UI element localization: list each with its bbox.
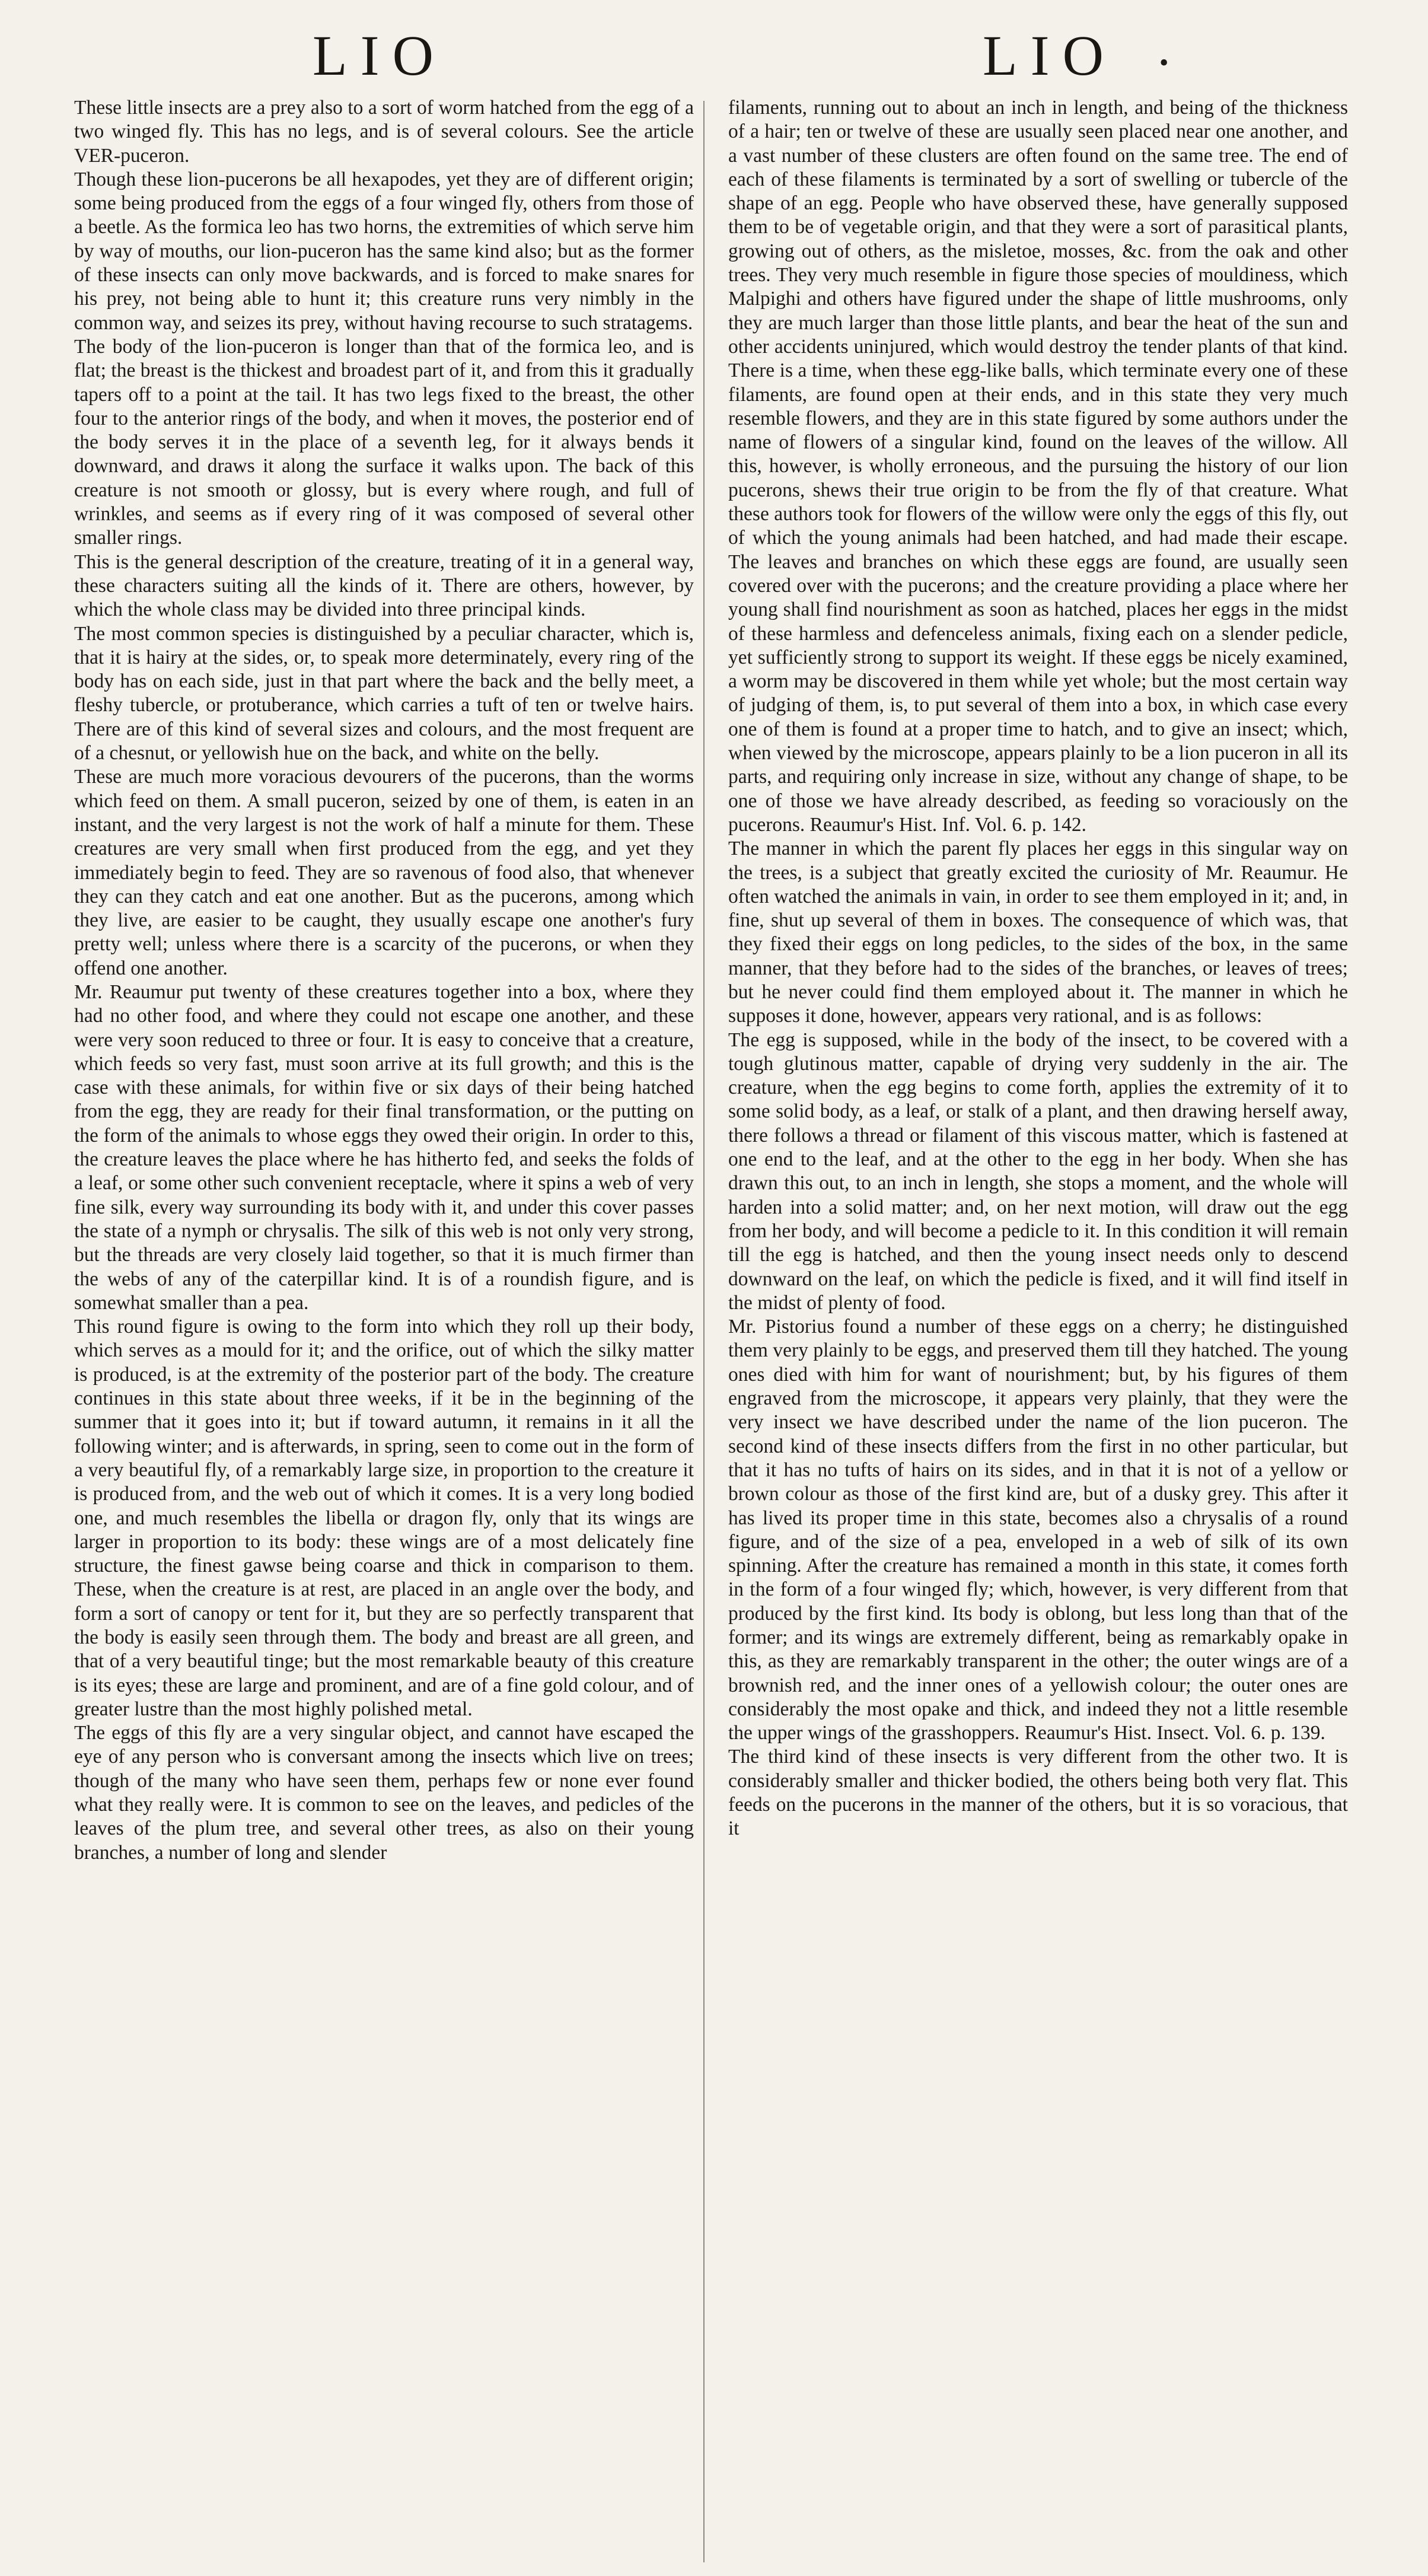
- paragraph: Mr. Reaumur put twenty of these creatures together into a box, where they had no other food, and where they could not escape one another, and these were very soon reduced to three or four. It is easy to conceive that a creature, which feeds so very fast, must soon arrive at its full growth; and this is the case with these animals, for within five or six days of their being hatched from the egg, they are ready for their final transformation, or the putting on the form of the animals to whose eggs they owed their origin. In order to this, the creature leaves the place where he has hitherto fed, and seeks the folds of a leaf, or some other such convenient receptacle, where it spins a web of very fine silk, every way surrounding its body with it, and under this cover passes the state of a nymph or chrysalis. The silk of this web is not only very strong, but the threads are very closely laid together, so that it is much firmer than the webs of any of the caterpillar kind. It is of a roundish figure, and is somewhat smaller than a pea.: [74, 980, 694, 1314]
- running-head-left: LIO: [313, 24, 447, 87]
- paragraph: These little insects are a prey also to a sort of worm hatched from the egg of a two winged fly. This has no legs, and is of several colours. See the article VER-puceron.: [74, 97, 694, 167]
- paragraph: The manner in which the parent fly places her eggs in this singular way on the trees, is a subject that greatly excited the curiosity of Mr. Reaumur. He often watched the animals in vain, in order to see them employed in it; and, in fine, shut up several of them in boxes. The consequence of which was, that they fixed their eggs on long pedicles, to the sides of the box, in the same manner, that they before had to the sides of the branches, or leaves of trees; but he never could find them employed about it. The manner in which he supposes it done, however, appears very rational, and is as follows:: [728, 838, 1348, 1027]
- paragraph: This round figure is owing to the form into which they roll up their body, which serves as a mould for it; and the orifice, out of which the silky matter is produced, is at the extremity of the posterior part of the body. The creature continues in this state about three weeks, if it be in the beginning of the summer that it goes into it; but if toward autumn, it remains in it all the following winter; and is afterwards, in spring, seen to come out in the form of a very beautiful fly, of a remarkably large size, in proportion to the creature it is produced from, and the web out of which it comes. It is a very long bodied one, and much resembles the libella or dragon fly, only that its wings are larger in proportion to its body: these wings are of a most delicately fine structure, the finest gawse being coarse and thick in comparison to them. These, when the creature is at rest, are placed in an angle over the body, and form a sort of canopy or tent for it, but they are so perfectly transparent that the body is easily seen through them. The body and breast are all green, and that of a very beautiful tinge; but the most remarkable beauty of this creature is its eyes; these are large and prominent, and are of a fine gold colour, and of greater lustre than the most highly polished metal.: [74, 1316, 694, 1720]
- paragraph: Mr. Pistorius found a number of these eggs on a cherry; he distinguished them very plainly to be eggs, and preserved them till they hatched. The young ones died with him for want of nourishment; but, by his figures of them engraved from the microscope, it appears very plainly, that they were the very insect we have described under the name of the lion puceron. The second kind of these insects differs from the first in no other particular, but that it has no tufts of hairs on its sides, and in that it is not of a yellow or brown colour as those of the first kind are, but of a dusky grey. This after it has lived its proper time in this state, becomes also a chrysalis of a round figure, and of the size of a pea, enveloped in a web of silk of its own spinning. After the creature has remained a month in this state, it comes forth in the form of a four winged fly; which, however, is very different from that produced by the first kind. Its body is oblong, but less long than that of the former; and its wings are extremely different, being as remarkably opake in this, as they are remarkably transparent in the other; the outer wings are of a brownish red, and the inner ones of a yellowish colour; the outer ones are considerably the most opake and thick, and indeed they not a little resemble the upper wings of the grasshoppers. Reaumur's Hist. Insect. Vol. 6. p. 139.: [728, 1316, 1348, 1744]
- paragraph: The third kind of these insects is very different from the other two. It is considerably smaller and thicker bodied, the others being both very flat. This feeds on the pucerons in the manner of the others, but it is so voracious, that it: [728, 1746, 1348, 1840]
- running-head-right: LIO: [983, 24, 1117, 87]
- paragraph: Though these lion-pucerons be all hexapodes, yet they are of different origin; some being produced from the eggs of a four winged fly, others from those of a beetle. As the formica leo has two horns, the extremities of which serve him by way of mouths, our lion-puceron has the same kind also; but as the former of these insects can only move backwards, and is forced to make snares for his prey, not being able to hunt it; this creature runs very nimbly in the common way, and seizes its prey, without having recourse to such stratagems.: [74, 168, 694, 334]
- right-column: [728, 96, 1348, 2558]
- header-ornament: •: [1159, 48, 1169, 77]
- paragraph: The body of the lion-puceron is longer than that of the formica leo, and is flat; the breast is the thickest and broadest part of it, and from this it gradually tapers off to a point at the tail. It has two legs fixed to the breast, the other four to the anterior rings of the body, and when it moves, the posterior end of the body serves it in the place of a seventh leg, for it always bends it downward, and draws it along the surface it walks upon. The back of this creature is not smooth or glossy, but is every where rough, and full of wrinkles, and seems as if every ring of it was composed of several other smaller rings.: [74, 335, 694, 549]
- column-divider: [703, 101, 705, 2562]
- left-column: [74, 96, 694, 2558]
- paragraph: This is the general description of the creature, treating of it in a general way, these characters suiting all the kinds of it. There are others, however, by which the whole class may be divided into three principal kinds.: [74, 550, 694, 621]
- paragraph: The egg is supposed, while in the body of the insect, to be covered with a tough glutinous matter, capable of drying very suddenly in the air. The creature, when the egg begins to come forth, applies the extremity of it to some solid body, as a leaf, or stalk of a plant, and then drawing herself away, there follows a thread or filament of this viscous matter, which is fastened at one end to the leaf, and at the other to the egg in her body. When she has drawn this out, to an inch in length, she stops a moment, and the whole will harden into a solid matter; and, on her next motion, will draw out the egg from her body, and will become a pedicle to it. In this condition it will remain till the egg is hatched, and then the young insect needs only to descend downward on the leaf, on which the pedicle is fixed, and it will find itself in the midst of plenty of food.: [728, 1029, 1348, 1314]
- paragraph: These are much more voracious devourers of the pucerons, than the worms which feed on them. A small puceron, seized by one of them, is eaten in an instant, and the very largest is not the work of half a minute for them. These creatures are very small when first produced from the egg, and yet they immediately begin to feed. They are so ravenous of food also, that whenever they can they catch and eat one another. But as the pucerons, among which they live, are easier to be caught, they usually escape one another's fury pretty well; unless where there is a scarcity of the pucerons, or when they offend one another.: [74, 766, 694, 979]
- paragraph: The eggs of this fly are a very singular object, and cannot have escaped the eye of any person who is conversant among the insects which live on trees; though of the many who have seen them, perhaps few or none ever found what they really were. It is common to see on the leaves, and pedicles of the leaves of the plum tree, and several other trees, as also on their young branches, a number of long and slender: [74, 1722, 694, 1864]
- paragraph: filaments, running out to about an inch in length, and being of the thickness of a hair; ten or twelve of these are usually seen placed near one another, and a vast number of these clusters are often found on the same tree. The end of each of these filaments is terminated by a sort of swelling or tubercle of the shape of an egg. People who have observed these, have generally supposed them to be of vegetable origin, and that they were a sort of parasitical plants, growing out of others, as the misletoe, mosses, &c. from the oak and other trees. They very much resemble in figure those species of mouldiness, which Malpighi and others have figured under the shape of little mushrooms, only they are much larger than those little plants, and bear the heat of the sun and other accidents uninjured, which would destroy the tender plants of that kind. There is a time, when these egg-like balls, which terminate every one of these filaments, are found open at their ends, and in this state they very much resemble flowers, and they are in this state figured by some authors under the name of flowers of a singular kind, found on the leaves of the willow. All this, however, is wholly erroneous, and the pursuing the history of our lion pucerons, shews their true origin to be from the fly of that creature. What these authors took for flowers of the willow were only the eggs of this fly, out of which the young animals had been hatched, and had made their escape. The leaves and branches on which these eggs are found, are usually seen covered over with the pucerons; and the creature providing a place where her young shall find nourishment as soon as hatched, places her eggs in the midst of these harmless and defenceless animals, fixing each on a slender pedicle, yet sufficiently strong to support its weight. If these eggs be nicely examined, a worm may be discovered in them while yet whole; but the most certain way of judging of them, is, to put several of them into a box, in which case every one of them is found at a proper time to hatch, and to give an insect; which, when viewed by the microscope, appears plainly to be a lion puceron in all its parts, and requiring only increase in size, without any change of shape, to be one of those we have already described, as feeding so voraciously on the pucerons. Reaumur's Hist. Inf. Vol. 6. p. 142.: [728, 97, 1348, 836]
- paragraph: The most common species is distinguished by a peculiar character, which is, that it is hairy at the sides, or, to speak more determinately, every ring of the body has on each side, just in that part where the back and the belly meet, a fleshy tubercle, or protuberance, which carries a tuft of ten or twelve hairs. There are of this kind of several sizes and colours, and the most frequent are of a chesnut, or yellowish hue on the back, and white on the belly.: [74, 622, 694, 765]
